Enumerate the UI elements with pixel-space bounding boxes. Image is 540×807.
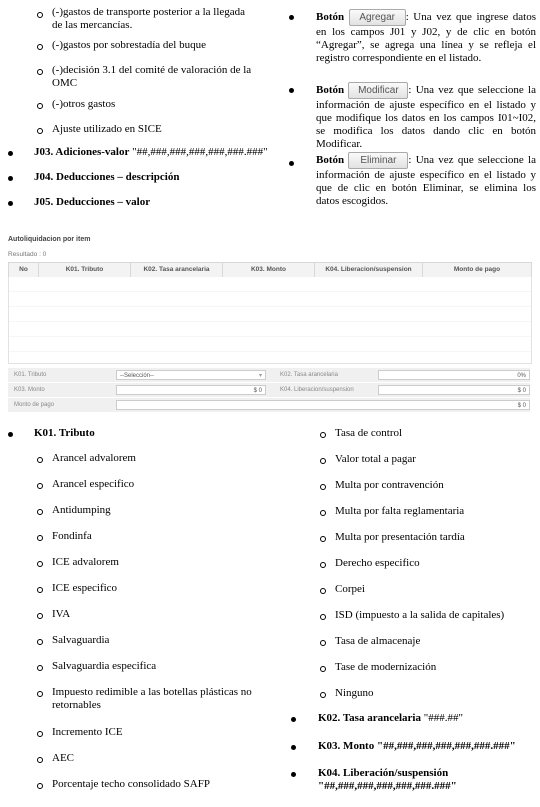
circle-bullet-icon xyxy=(37,69,43,75)
circle-bullet-icon xyxy=(320,510,326,516)
k03-format: "##,###,###,###,###,###.###" xyxy=(376,740,516,752)
grid-header xyxy=(8,262,532,278)
k01-select[interactable] xyxy=(116,370,266,380)
list-item: Incremento ICE xyxy=(52,726,123,738)
list-item: Arancel advalorem xyxy=(52,452,136,464)
column-header[interactable]: K04. Liberacion/suspension xyxy=(315,263,423,277)
circle-bullet-icon xyxy=(37,12,43,18)
agregar-button[interactable]: Agregar xyxy=(349,9,406,26)
bullet-icon xyxy=(289,161,294,166)
circle-bullet-icon xyxy=(320,484,326,490)
circle-bullet-icon xyxy=(37,128,43,134)
k02-field-label: K02. Tasa arancelaria xyxy=(280,372,338,378)
circle-bullet-icon xyxy=(37,483,43,489)
eliminar-text: : Una vez que seleccione la información de ajuste específico en el listado y que de clic en botón Eliminar, se elimina los datos escogidos. xyxy=(316,154,536,207)
list-item: AEC xyxy=(52,752,74,764)
modificar-title: Botón xyxy=(316,84,345,97)
list-item: ICE especifico xyxy=(52,582,118,594)
j03-item xyxy=(34,146,274,159)
bullet-icon xyxy=(8,432,13,437)
list-item: Ajuste utilizado en SICE xyxy=(52,123,162,135)
k03-input[interactable]: $ 0 xyxy=(116,385,266,395)
k04-heading: K04. Liberación/suspensión xyxy=(318,767,449,779)
list-item: Arancel especifico xyxy=(52,478,135,490)
k02-input[interactable]: 0% xyxy=(378,370,530,380)
list-item: Multa por presentación tardía xyxy=(335,531,465,543)
circle-bullet-icon xyxy=(37,457,43,463)
eliminar-title: Botón xyxy=(316,154,345,167)
j04-label: J04. Deducciones – descripción xyxy=(34,171,180,183)
circle-bullet-icon xyxy=(320,588,326,594)
bullet-icon xyxy=(8,201,13,206)
list-item: (-)gastos por sobrestadía del buque xyxy=(52,39,206,51)
column-header[interactable]: K03. Monto xyxy=(223,263,315,277)
k03-item xyxy=(318,740,538,753)
k01-heading: K01. Tributo xyxy=(34,427,95,439)
entry-form xyxy=(8,366,530,413)
j03-label: J03. Adiciones-valor xyxy=(34,146,130,158)
list-item: Tase de modernización xyxy=(335,661,437,673)
list-item: (-)otros gastos xyxy=(52,98,116,110)
list-item: (-)gastos de transporte posterior a la llegada de las mercancías. xyxy=(52,6,246,31)
panel-title: Autoliquidacion por item xyxy=(8,236,91,243)
circle-bullet-icon xyxy=(320,640,326,646)
circle-bullet-icon xyxy=(320,458,326,464)
list-item: IVA xyxy=(52,608,71,620)
circle-bullet-icon xyxy=(37,731,43,737)
list-item: ICE advalorem xyxy=(52,556,119,568)
list-item: Salvaguardia xyxy=(52,634,110,646)
circle-bullet-icon xyxy=(37,613,43,619)
circle-bullet-icon xyxy=(320,562,326,568)
modificar-button[interactable]: Modificar xyxy=(348,82,408,99)
circle-bullet-icon xyxy=(37,535,43,541)
k02-format: "###.##" xyxy=(423,712,463,724)
bullet-icon xyxy=(289,88,294,93)
eliminar-description xyxy=(316,152,536,208)
circle-bullet-icon xyxy=(320,614,326,620)
k04-format: "##,###,###,###,###,###.###" xyxy=(318,780,457,792)
k01-select-value: --Selección-- xyxy=(120,373,155,379)
list-item: Valor total a pagar xyxy=(335,453,416,465)
k02-item xyxy=(318,712,538,725)
circle-bullet-icon xyxy=(37,639,43,645)
j03-format: "##,###,###,###,###,###.###" xyxy=(132,146,268,158)
form-row xyxy=(8,383,530,397)
bullet-icon xyxy=(289,15,294,20)
grid-body[interactable] xyxy=(8,277,532,364)
form-row xyxy=(8,398,530,412)
k02-heading: K02. Tasa arancelaria xyxy=(318,712,421,724)
list-item: Tasa de control xyxy=(335,427,403,439)
list-item: Fondinfa xyxy=(52,530,92,542)
agregar-description xyxy=(316,9,536,65)
column-header[interactable]: K02. Tasa arancelaria xyxy=(131,263,223,277)
chevron-down-icon: ▾ xyxy=(258,373,262,379)
list-item: Impuesto redimible a las botellas plásticas no retornables xyxy=(52,686,252,711)
list-item: Multa por falta reglamentaria xyxy=(335,505,465,517)
list-item: Porcentaje techo consolidado SAFP xyxy=(52,778,210,790)
circle-bullet-icon xyxy=(320,432,326,438)
k04-item xyxy=(318,767,538,793)
agregar-title: Botón xyxy=(316,11,345,24)
agregar-text: : Una vez que ingrese datos en los campos J01 y J02, y de clic en botón “Agregar”, se agrega una línea y se refleja el registro correspondiente en el listado. xyxy=(316,11,537,64)
list-item: Tasa de almacenaje xyxy=(335,635,421,647)
circle-bullet-icon xyxy=(37,561,43,567)
list-item: (-)decisión 3.1 del comité de valoración de la OMC xyxy=(52,64,252,89)
list-item: ISD (impuesto a la salida de capitales) xyxy=(335,609,505,621)
bullet-icon xyxy=(291,717,296,722)
circle-bullet-icon xyxy=(37,665,43,671)
k04-input[interactable]: $ 0 xyxy=(378,385,530,395)
eliminar-button[interactable]: Eliminar xyxy=(348,152,408,169)
k03-field-label: K03. Monto xyxy=(14,387,45,393)
column-header[interactable]: K01. Tributo xyxy=(39,263,131,277)
j05-label: J05. Deducciones – valor xyxy=(34,196,151,208)
form-row xyxy=(8,368,530,382)
k03-heading: K03. Monto xyxy=(318,740,375,752)
circle-bullet-icon xyxy=(37,587,43,593)
column-header[interactable]: No xyxy=(9,263,39,277)
circle-bullet-icon xyxy=(37,103,43,109)
list-item: Ninguno xyxy=(335,687,374,699)
circle-bullet-icon xyxy=(37,757,43,763)
circle-bullet-icon xyxy=(320,692,326,698)
column-header[interactable]: Monto de pago xyxy=(453,266,501,273)
list-item: Derecho especifico xyxy=(335,557,420,569)
circle-bullet-icon xyxy=(37,44,43,50)
circle-bullet-icon xyxy=(320,536,326,542)
modificar-description xyxy=(316,82,536,151)
list-item: Salvaguardia especifica xyxy=(52,660,157,672)
bullet-icon xyxy=(8,151,13,156)
pago-field-label: Monto de pago xyxy=(14,402,55,408)
list-item: Corpei xyxy=(335,583,365,595)
circle-bullet-icon xyxy=(37,783,43,789)
bullet-icon xyxy=(8,176,13,181)
result-count: Resultado : 0 xyxy=(8,251,47,258)
circle-bullet-icon xyxy=(37,509,43,515)
list-item: Multa por contravención xyxy=(335,479,444,491)
list-item: Antidumping xyxy=(52,504,111,516)
modificar-text: : Una vez que seleccione la información de ajuste específico en el listado y que modifique los datos en los campos I01~I02, se modifica los datos dando clic en botón Modificar. xyxy=(316,84,536,150)
circle-bullet-icon xyxy=(37,691,43,697)
bullet-icon xyxy=(291,772,296,777)
circle-bullet-icon xyxy=(320,666,326,672)
k04-field-label: K04. Liberacion/suspension xyxy=(280,387,354,393)
k01-field-label: K01. Tributo xyxy=(14,372,47,378)
pago-input[interactable]: $ 0 xyxy=(116,400,530,410)
bullet-icon xyxy=(291,745,296,750)
